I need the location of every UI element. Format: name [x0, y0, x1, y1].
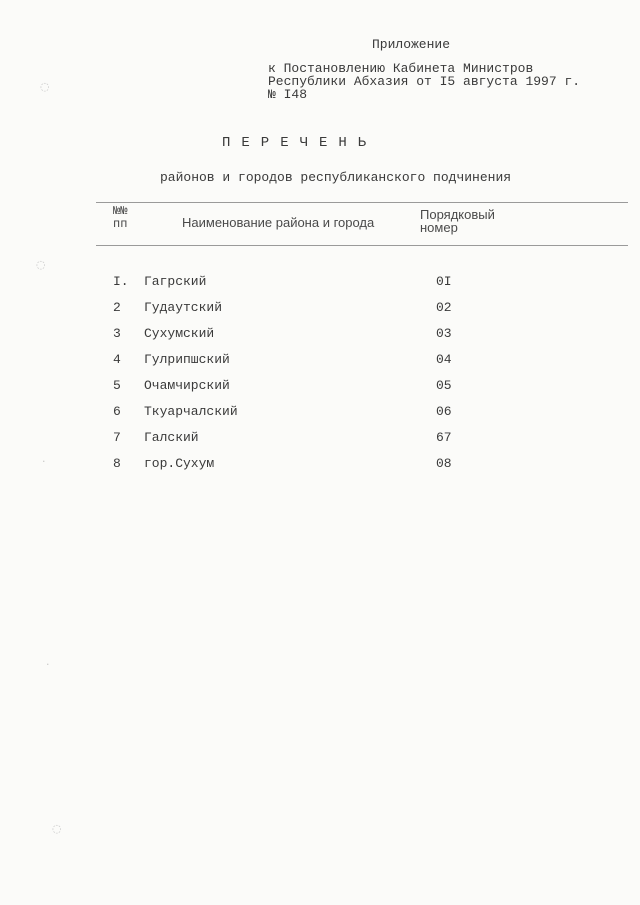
column-header-name: Наименование района и города — [182, 215, 375, 230]
order-code: 0I — [436, 274, 452, 289]
order-code: 67 — [436, 430, 452, 445]
document-subtitle: районов и городов республиканского подчинения — [160, 170, 512, 185]
table-row — [0, 326, 640, 348]
row-number: 5 — [113, 378, 121, 393]
scan-speck: ◌ — [40, 80, 50, 93]
row-number: 4 — [113, 352, 121, 367]
column-header-order-number: Порядковый номер — [420, 207, 495, 235]
scan-speck: · — [42, 455, 46, 468]
row-number: 2 — [113, 300, 121, 315]
order-code: 03 — [436, 326, 452, 341]
table-row — [0, 456, 640, 478]
scan-speck: ◌ — [52, 822, 62, 835]
table-top-rule — [96, 202, 628, 203]
document-title: ПЕРЕЧЕНЬ — [222, 135, 378, 151]
table-row — [0, 274, 640, 296]
table-row — [0, 352, 640, 374]
row-number: 6 — [113, 404, 121, 419]
resolution-line: Республики Абхазия от I5 августа 1997 г. — [268, 74, 581, 89]
table-row — [0, 404, 640, 426]
resolution-line: к Постановлению Кабинета Министров — [268, 61, 534, 76]
order-code: 06 — [436, 404, 452, 419]
district-name: Сухумский — [144, 326, 215, 341]
row-number: 8 — [113, 456, 121, 471]
scan-speck: · — [46, 658, 50, 671]
district-name: Очамчирский — [144, 378, 230, 393]
table-row — [0, 300, 640, 322]
table-header-rule — [96, 245, 628, 246]
order-code: 05 — [436, 378, 452, 393]
table-row — [0, 378, 640, 400]
order-code: 04 — [436, 352, 452, 367]
order-code: 08 — [436, 456, 452, 471]
column-header-number: №№ пп — [113, 204, 128, 231]
district-name: Гагрский — [144, 274, 207, 289]
appendix-label: Приложение — [372, 37, 451, 52]
row-number: I. — [113, 274, 129, 289]
district-name: гор.Сухум — [144, 456, 215, 471]
district-name: Галский — [144, 430, 199, 445]
order-code: 02 — [436, 300, 452, 315]
district-name: Гудаутский — [144, 300, 223, 315]
table-row — [0, 430, 640, 452]
row-number: 7 — [113, 430, 121, 445]
row-number: 3 — [113, 326, 121, 341]
scan-speck: ◌ — [36, 258, 46, 271]
resolution-line: № I48 — [268, 87, 308, 102]
resolution-reference — [268, 62, 580, 101]
district-name: Гулрипшский — [144, 352, 230, 367]
district-name: Ткуарчалский — [144, 404, 238, 419]
